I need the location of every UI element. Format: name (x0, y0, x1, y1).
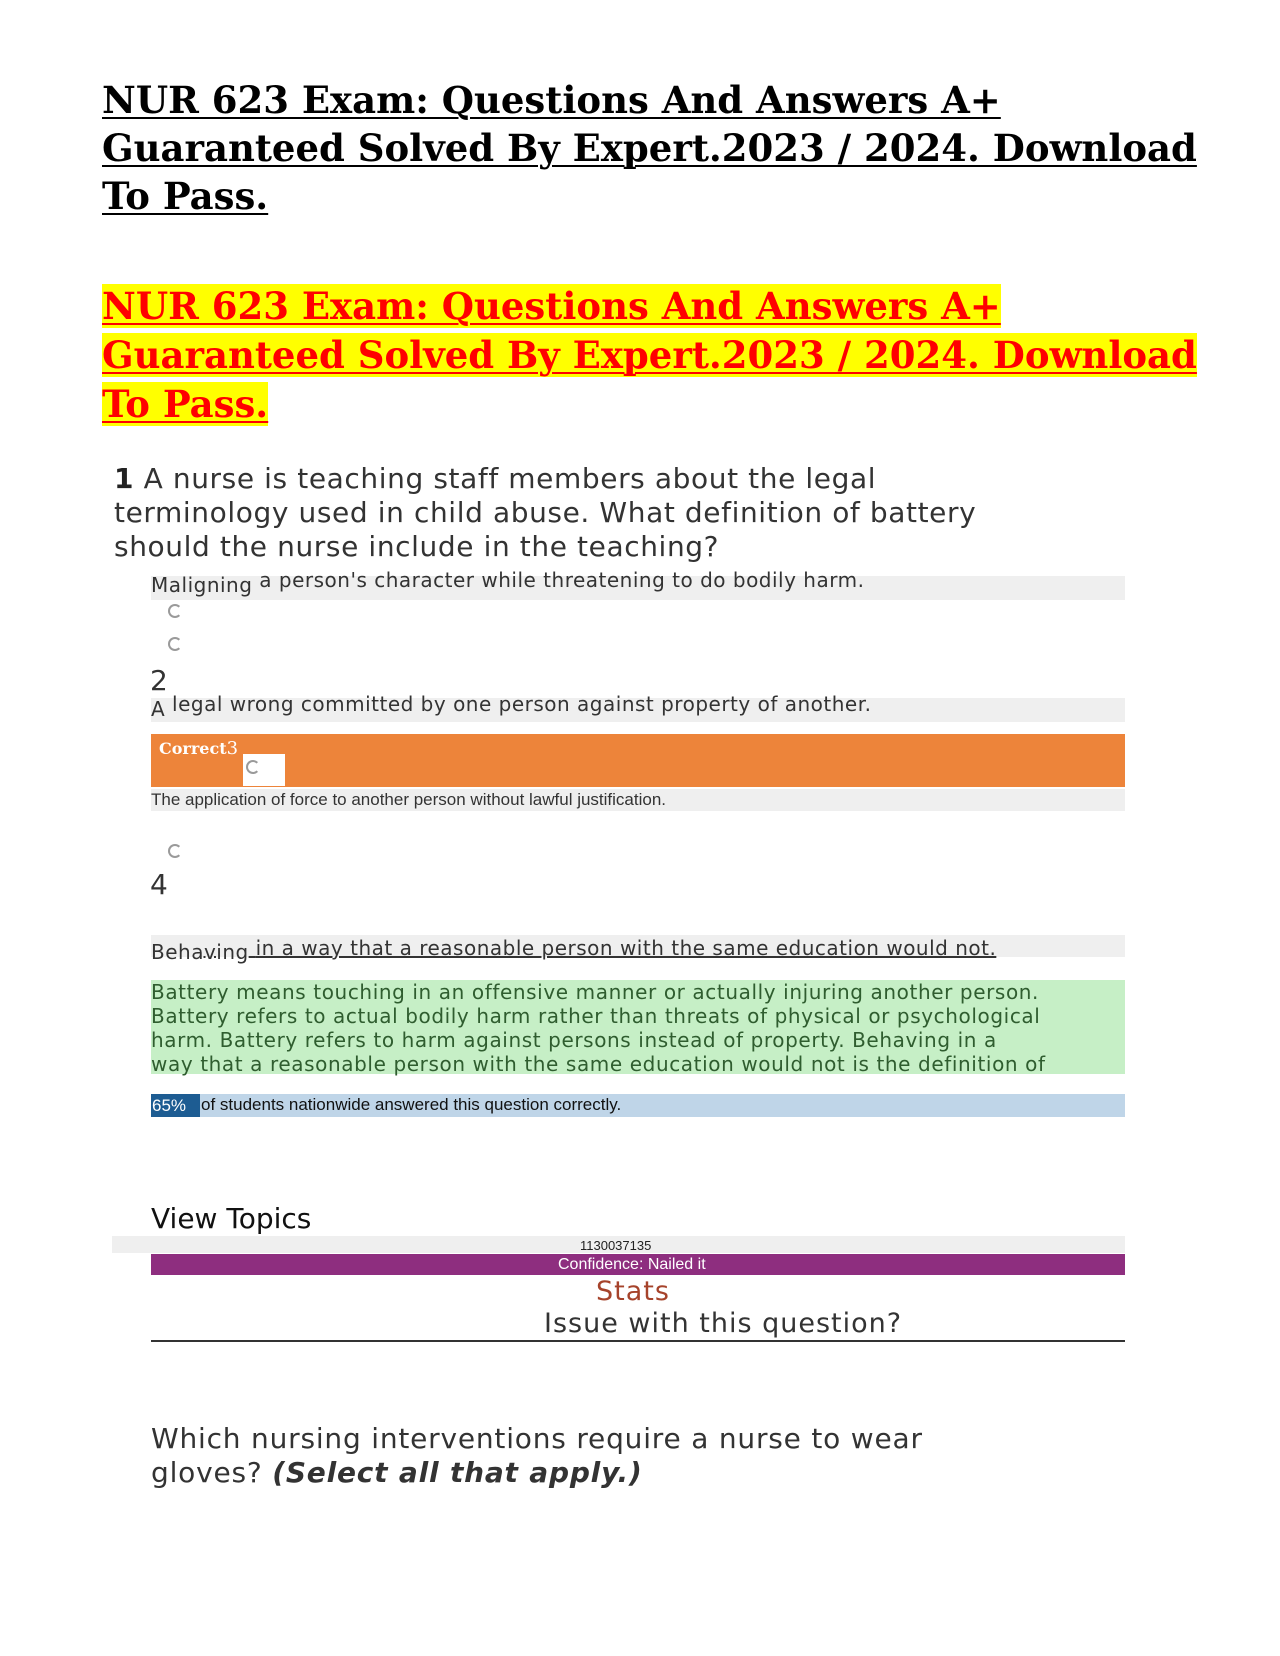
highlighted-title-text-2: Guaranteed Solved By Expert.2023 / 2024. Download (102, 333, 1197, 377)
option-1-text: a person's character while threatening to do bodily harm. (259, 568, 865, 592)
explanation-line-2: Battery refers to actual bodily harm rather than threats of physical or psychological (151, 1004, 1041, 1028)
document-title-line-3: To Pass. (102, 174, 269, 218)
question-number: 1 (114, 462, 135, 495)
option-1-prefix: Maligning (151, 573, 253, 597)
highlighted-title-line-2 (102, 333, 1197, 377)
question-1-line-2: terminology used in child abuse. What definition of battery (114, 496, 977, 529)
stats-link[interactable]: Stats (596, 1276, 670, 1307)
option-4-prefix: Behaving (151, 940, 249, 964)
radio-icon[interactable] (168, 604, 182, 618)
highlighted-title-line-3 (102, 382, 268, 426)
issue-underline (151, 1340, 1125, 1342)
select-all-hint: (Select all that apply.) (272, 1456, 643, 1489)
option-4-text: in a way that a reasonable person with the same education would not. (255, 936, 997, 960)
option-3-text[interactable]: The application of force to another person without lawful justification. (151, 790, 667, 809)
question-id: 1130037135 (580, 1238, 652, 1253)
document-title-line-2: Guaranteed Solved By Expert.2023 / 2024. Download (102, 126, 1197, 170)
option-2-text: legal wrong committed by one person against property of another. (172, 692, 872, 716)
question-1-line-1 (114, 462, 876, 495)
stat-percent: 65% (152, 1096, 187, 1115)
option-2-prefix: A (151, 697, 166, 721)
option-2[interactable] (151, 692, 872, 721)
confidence-label: Confidence: Nailed it (558, 1256, 706, 1273)
stat-percent-badge (151, 1094, 200, 1117)
highlighted-title-text-3: To Pass. (102, 382, 269, 426)
option-4[interactable] (151, 936, 997, 964)
issue-link[interactable]: Issue with this question? (544, 1308, 903, 1339)
stat-text: of students nationwide answered this question correctly. (201, 1095, 622, 1114)
radio-icon[interactable] (168, 637, 182, 651)
option-4-number: 4 (150, 868, 168, 901)
explanation-line-3: harm. Battery refers to harm against persons instead of property. Behaving in a (151, 1028, 997, 1052)
option-3-number: 3 (226, 738, 239, 759)
highlighted-title-line-1 (102, 284, 1001, 328)
explanation-line-4: way that a reasonable person with the same education would not is the definition of (151, 1052, 1046, 1076)
highlighted-title-text-1: NUR 623 Exam: Questions And Answers A+ (102, 284, 1001, 328)
question-1-line-3: should the nurse include in the teaching? (114, 530, 720, 563)
explanation-line-1: Battery means touching in an offensive manner or actually injuring another person. (151, 980, 1040, 1004)
question-2-line-1: Which nursing interventions require a nurse to wear (151, 1422, 923, 1455)
view-topics-link[interactable]: View Topics (151, 1202, 312, 1235)
correct-label-text: Correct (159, 739, 227, 758)
question-2-text: gloves? (151, 1456, 273, 1489)
radio-icon[interactable] (246, 760, 260, 774)
correct-label (159, 738, 238, 759)
document-title-line-1: NUR 623 Exam: Questions And Answers A+ (102, 78, 1001, 122)
option-2-number: 2 (150, 664, 168, 697)
question-1-text-1: A nurse is teaching staff members about the legal (143, 462, 877, 495)
option-1[interactable] (151, 568, 865, 597)
correct-answer-bar (151, 734, 1125, 787)
radio-icon[interactable] (168, 844, 182, 858)
question-2-line-2 (151, 1456, 643, 1489)
